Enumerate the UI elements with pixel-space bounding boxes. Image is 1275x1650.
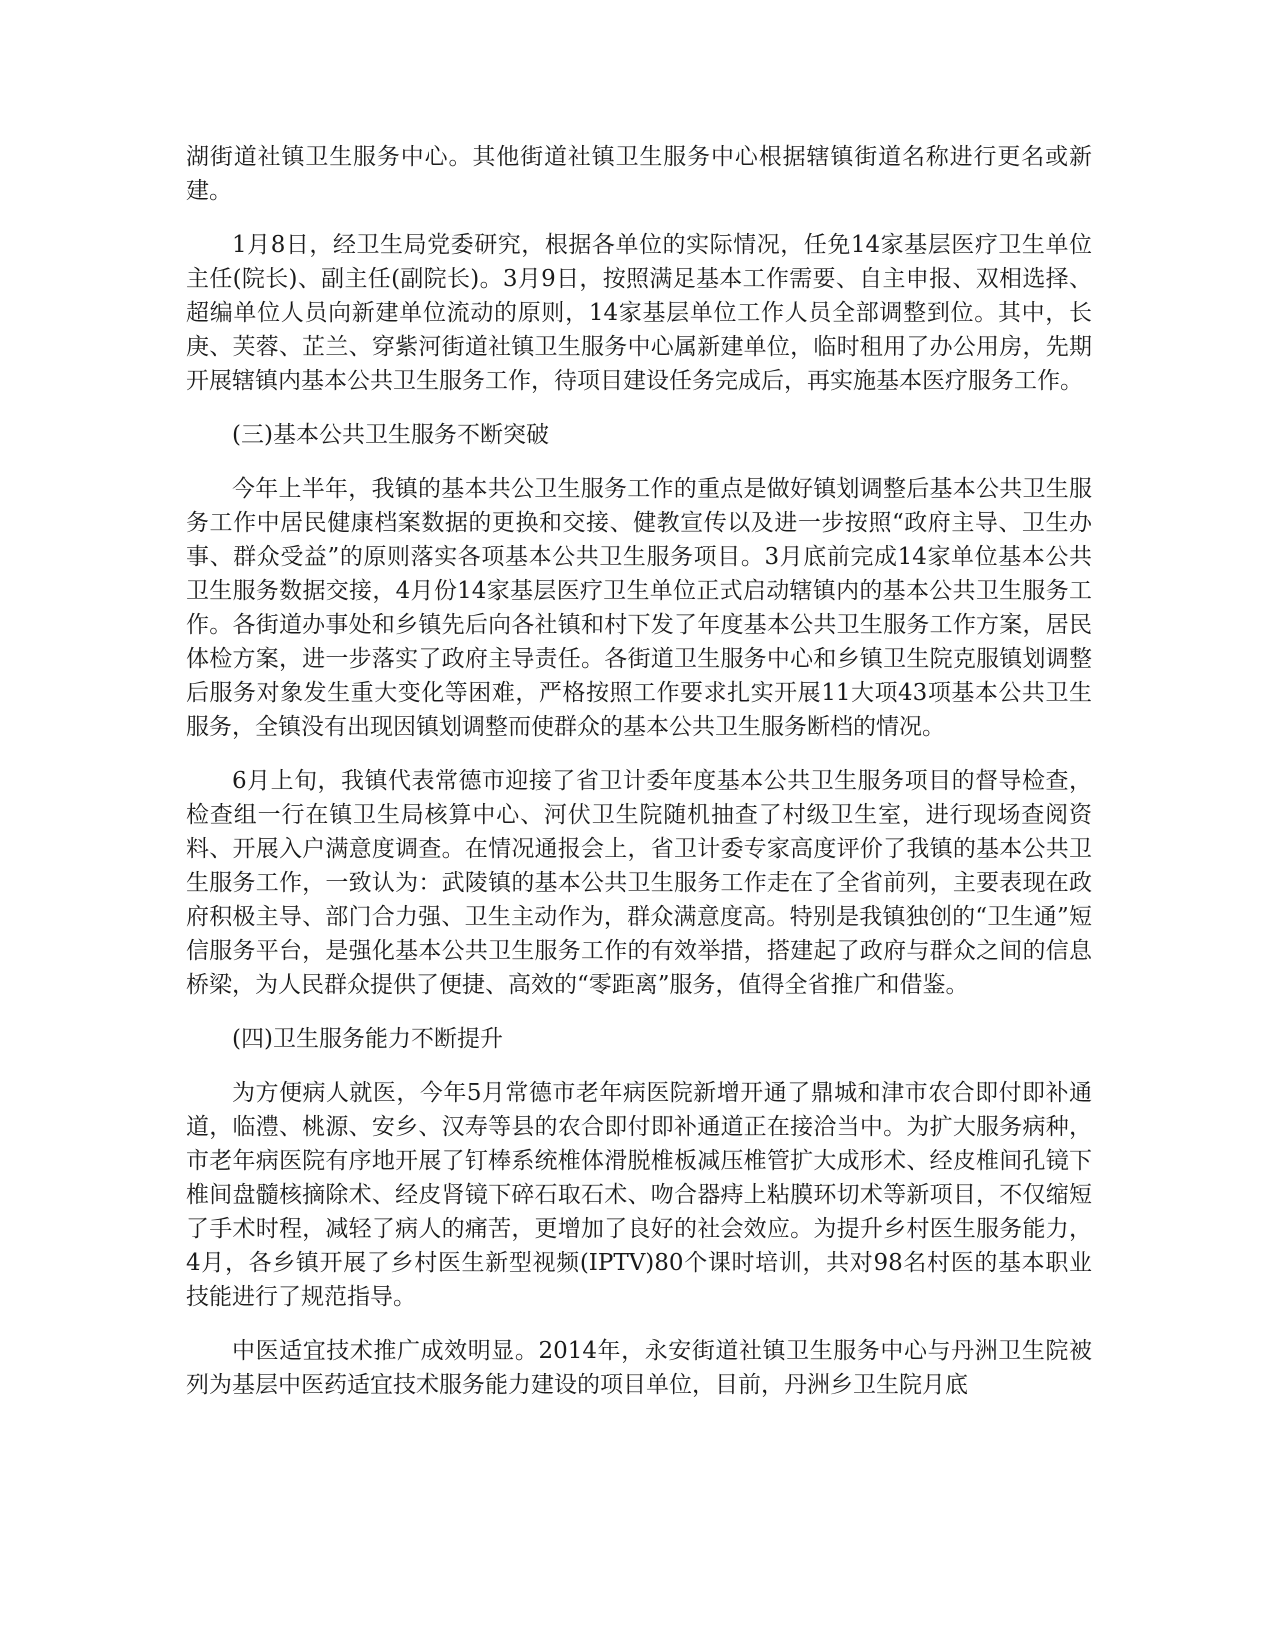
paragraph-tcm-promotion: 中医适宜技术推广成效明显。2014年，永安街道社镇卫生服务中心与丹洲卫生院被列为基层中医药适宜技术服务能力建设的项目单位，目前，丹洲乡卫生院月底 — [186, 1338, 1092, 1398]
section-heading-service-capacity: (四)卫生服务能力不断提升 — [232, 1026, 503, 1052]
paragraph-service-capacity: 为方便病人就医，今年5月常德市老年病医院新增开通了鼎城和津市农合即付即补通道，临澧、桃源、安乡、汉寿等县的农合即付即补通道正在接洽当中。为扩大服务病种，市老年病医院有序地开展了钉棒系统椎体滑脱椎板减压椎管扩大成形术、经皮椎间孔镜下椎间盘髓核摘除术、经皮肾镜下碎石取石术、吻合器痔上粘膜环切术等新项目，不仅缩短了手术时程，减轻了病人的痛苦，更增加了良好的社会效应。为提升乡村医生服务能力，4月，各乡镇开展了乡村医生新型视频(IPTV)80个课时培训，共对98名村医的基本职业技能进行了规范指导。 — [186, 1080, 1092, 1310]
paragraph-continuation: 湖街道社镇卫生服务中心。其他街道社镇卫生服务中心根据辖镇街道名称进行更名或新建。 — [186, 144, 1092, 204]
paragraph-inspection: 6月上旬，我镇代表常德市迎接了省卫计委年度基本公共卫生服务项目的督导检查，检查组一行在镇卫生局核算中心、河伏卫生院随机抽查了村级卫生室，进行现场查阅资料、开展入户满意度调查。在情况通报会上，省卫计委专家高度评价了我镇的基本公共卫生服务工作，一致认为：武陵镇的基本公共卫生服务工作走在了全省前列，主要表现在政府积极主导、部门合力强、卫生主动作为，群众满意度高。特别是我镇独创的“卫生通”短信服务平台，是强化基本公共卫生服务工作的有效举措，搭建起了政府与群众之间的信息桥梁，为人民群众提供了便捷、高效的“零距离”服务，值得全省推广和借鉴。 — [186, 768, 1092, 998]
section-heading-public-health: (三)基本公共卫生服务不断突破 — [232, 422, 549, 448]
document-body — [186, 140, 1092, 1422]
paragraph-public-health: 今年上半年，我镇的基本共公卫生服务工作的重点是做好镇划调整后基本公共卫生服务工作中居民健康档案数据的更换和交接、健教宣传以及进一步按照“政府主导、卫生办事、群众受益”的原则落实各项基本公共卫生服务项目。3月底前完成14家单位基本公共卫生服务数据交接，4月份14家基层医疗卫生单位正式启动辖镇内的基本公共卫生服务工作。各街道办事处和乡镇先后向各社镇和村下发了年度基本公共卫生服务工作方案，居民体检方案，进一步落实了政府主导责任。各街道卫生服务中心和乡镇卫生院克服镇划调整后服务对象发生重大变化等困难，严格按照工作要求扎实开展11大项43项基本公共卫生服务，全镇没有出现因镇划调整而使群众的基本公共卫生服务断档的情况。 — [186, 476, 1092, 740]
paragraph-appointments: 1月8日，经卫生局党委研究，根据各单位的实际情况，任免14家基层医疗卫生单位主任(院长)、副主任(副院长)。3月9日，按照满足基本工作需要、自主申报、双相选择、超编单位人员向新建单位流动的原则，14家基层单位工作人员全部调整到位。其中，长庚、芙蓉、芷兰、穿紫河街道社镇卫生服务中心属新建单位，临时租用了办公用房，先期开展辖镇内基本公共卫生服务工作，待项目建设任务完成后，再实施基本医疗服务工作。 — [186, 232, 1092, 394]
